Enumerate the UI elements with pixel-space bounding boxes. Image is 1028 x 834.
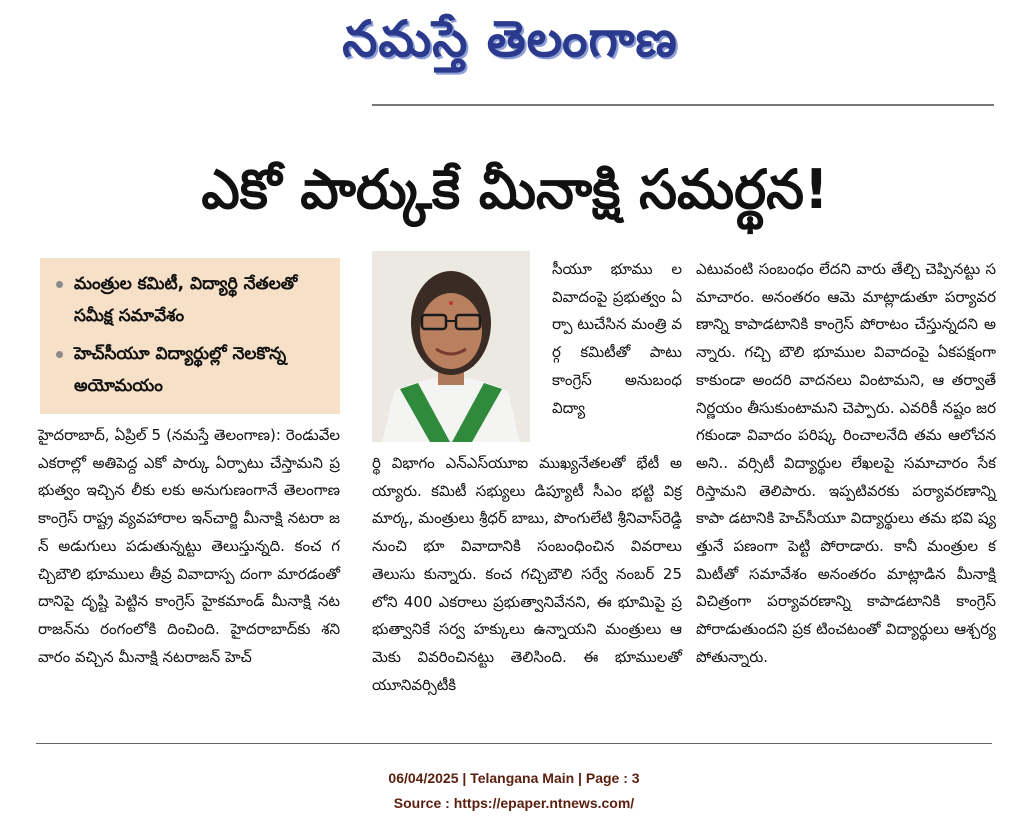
footer-rule [36, 743, 992, 744]
article-column-2: ర్థి విభాగం ఎన్ఎస్‌యూఐ ముఖ్యనేతలతో భేటీ అయ్యారు. కమిటీ సభ్యులు డిప్యూటీ సీఎం భట్టి విక్రమార్క, మంత్రులు శ్రీధర్ బాబు, పొంగులేటి శ్రీనివాస్‌రెడ్డి నుంచి భూ వివాదానికి సంబంధించిన వివరాలు తెలుసు కున్నారు. కంచ గచ్చిబౌలి సర్వే నంబర్ 25లోని 400 ఎకరాలు ప్రభుత్వానివేనని, ఈ భూమిపై ప్రభుత్వానికే సర్వ హక్కులు ఉన్నాయని మంత్రులు ఆమెకు వివరించినట్టు తెలిసింది. ఈ భూములతో యూనివర్సిటీకి [372, 454, 682, 694]
highlight-text: మంత్రుల కమిటీ, విద్యార్థి నేతలతో సమీక్ష సమావేశం [74, 274, 298, 326]
highlight-item [56, 268, 328, 332]
article-column-2-top: సీయూ భూము ల వివాదంపై ప్రభుత్వం ఏర్పా టుచేసిన మంత్రి వర్గ కమిటీతో పాటు కాంగ్రెస్ అనుబంధ విద్యా [552, 260, 682, 417]
bullet-icon [56, 351, 63, 358]
footer-source: Source : https://epaper.ntnews.com/ [393, 795, 635, 811]
masthead-rule [372, 104, 994, 106]
masthead-logo: నమస్తే తెలంగాణ [342, 9, 678, 68]
footer-date-page: 06/04/2025 | Telangana Main | Page : 3 [388, 770, 640, 786]
article-column-1: హైదరాబాద్, ఏప్రిల్ 5 (నమస్తే తెలంగాణ): రెండువేల ఎకరాల్లో అతిపెద్ద ఎకో పార్కు ఏర్పాటు చేస్తామని ప్రభుత్వం ఇచ్చిన లీకు లకు అనుగుణంగానే తెలంగాణ కాంగ్రెస్ రాష్ట్ర వ్యవహారాల ఇన్‌చార్జి మీనాక్షి నటరా జన్ అడుగులు పడుతున్నట్టు తెలుస్తున్నది. కంచ గచ్చిబౌలి భూములు తీవ్ర వివాదాస్ప దంగా మారడంతో దానిపై దృష్టి పెట్టిన కాంగ్రెస్ హైకమాండ్ మీనాక్షి నటరాజన్‌ను రంగంలోకి దించింది. హైదరాబాద్‌కు శని వారం వచ్చిన మీనాక్షి నటరాజన్ హెచ్ [38, 426, 340, 666]
highlight-text: హెచ్‌సీయూ విద్యార్థుల్లో నెలకొన్న అయోమయం [74, 344, 287, 396]
portrait-photo [372, 251, 530, 442]
article-column-3: ఎటువంటి సంబంధం లేదని వారు తేల్చి చెప్పినట్టు సమాచారం. అనంతరం ఆమె మాట్లాడుతూ పర్యావరణాన్ని కాపాడటానికి కాంగ్రెస్ పోరాటం చేస్తున్నదని అన్నారు. గచ్చి బౌలి భూముల వివాదంపై ఏకపక్షంగా కాకుండా అందరి వాదనలు వింటామని, ఆ తర్వాతే నిర్ణయం తీసుకుంటామని చెప్పారు. ఎవరికీ నష్టం జరగకుండా వివాదం పరిష్క రించాలనేది తమ ఆలోచన అని.. వర్సిటీ విద్యార్థుల లేఖలపై సమాచారం సేకరిస్తామని తెలిపారు. ఇప్పటివరకు పర్యావరణాన్ని కాపా డటానికి హెచ్‌సీయూ విద్యార్థులు తమ భవి ష్యత్తునే పణంగా పెట్టి పోరాడారు. కానీ మంత్రుల కమిటీతో సమావేశం అనంతరం మాట్లాడిన మీనాక్షి విచిత్రంగా పర్యావరణాన్ని కాపాడటానికి కాంగ్రెస్ పోరాడుతుందని ప్రక టించటంతో విద్యార్థులు ఆశ్చర్యపోతున్నారు. [696, 260, 996, 666]
portrait-illustration [372, 251, 530, 442]
highlights-box [40, 258, 340, 414]
bullet-icon [56, 281, 63, 288]
highlight-item [56, 338, 328, 402]
headline: ఎకో పార్కుకే మీనాక్షి సమర్థన! [201, 158, 829, 221]
